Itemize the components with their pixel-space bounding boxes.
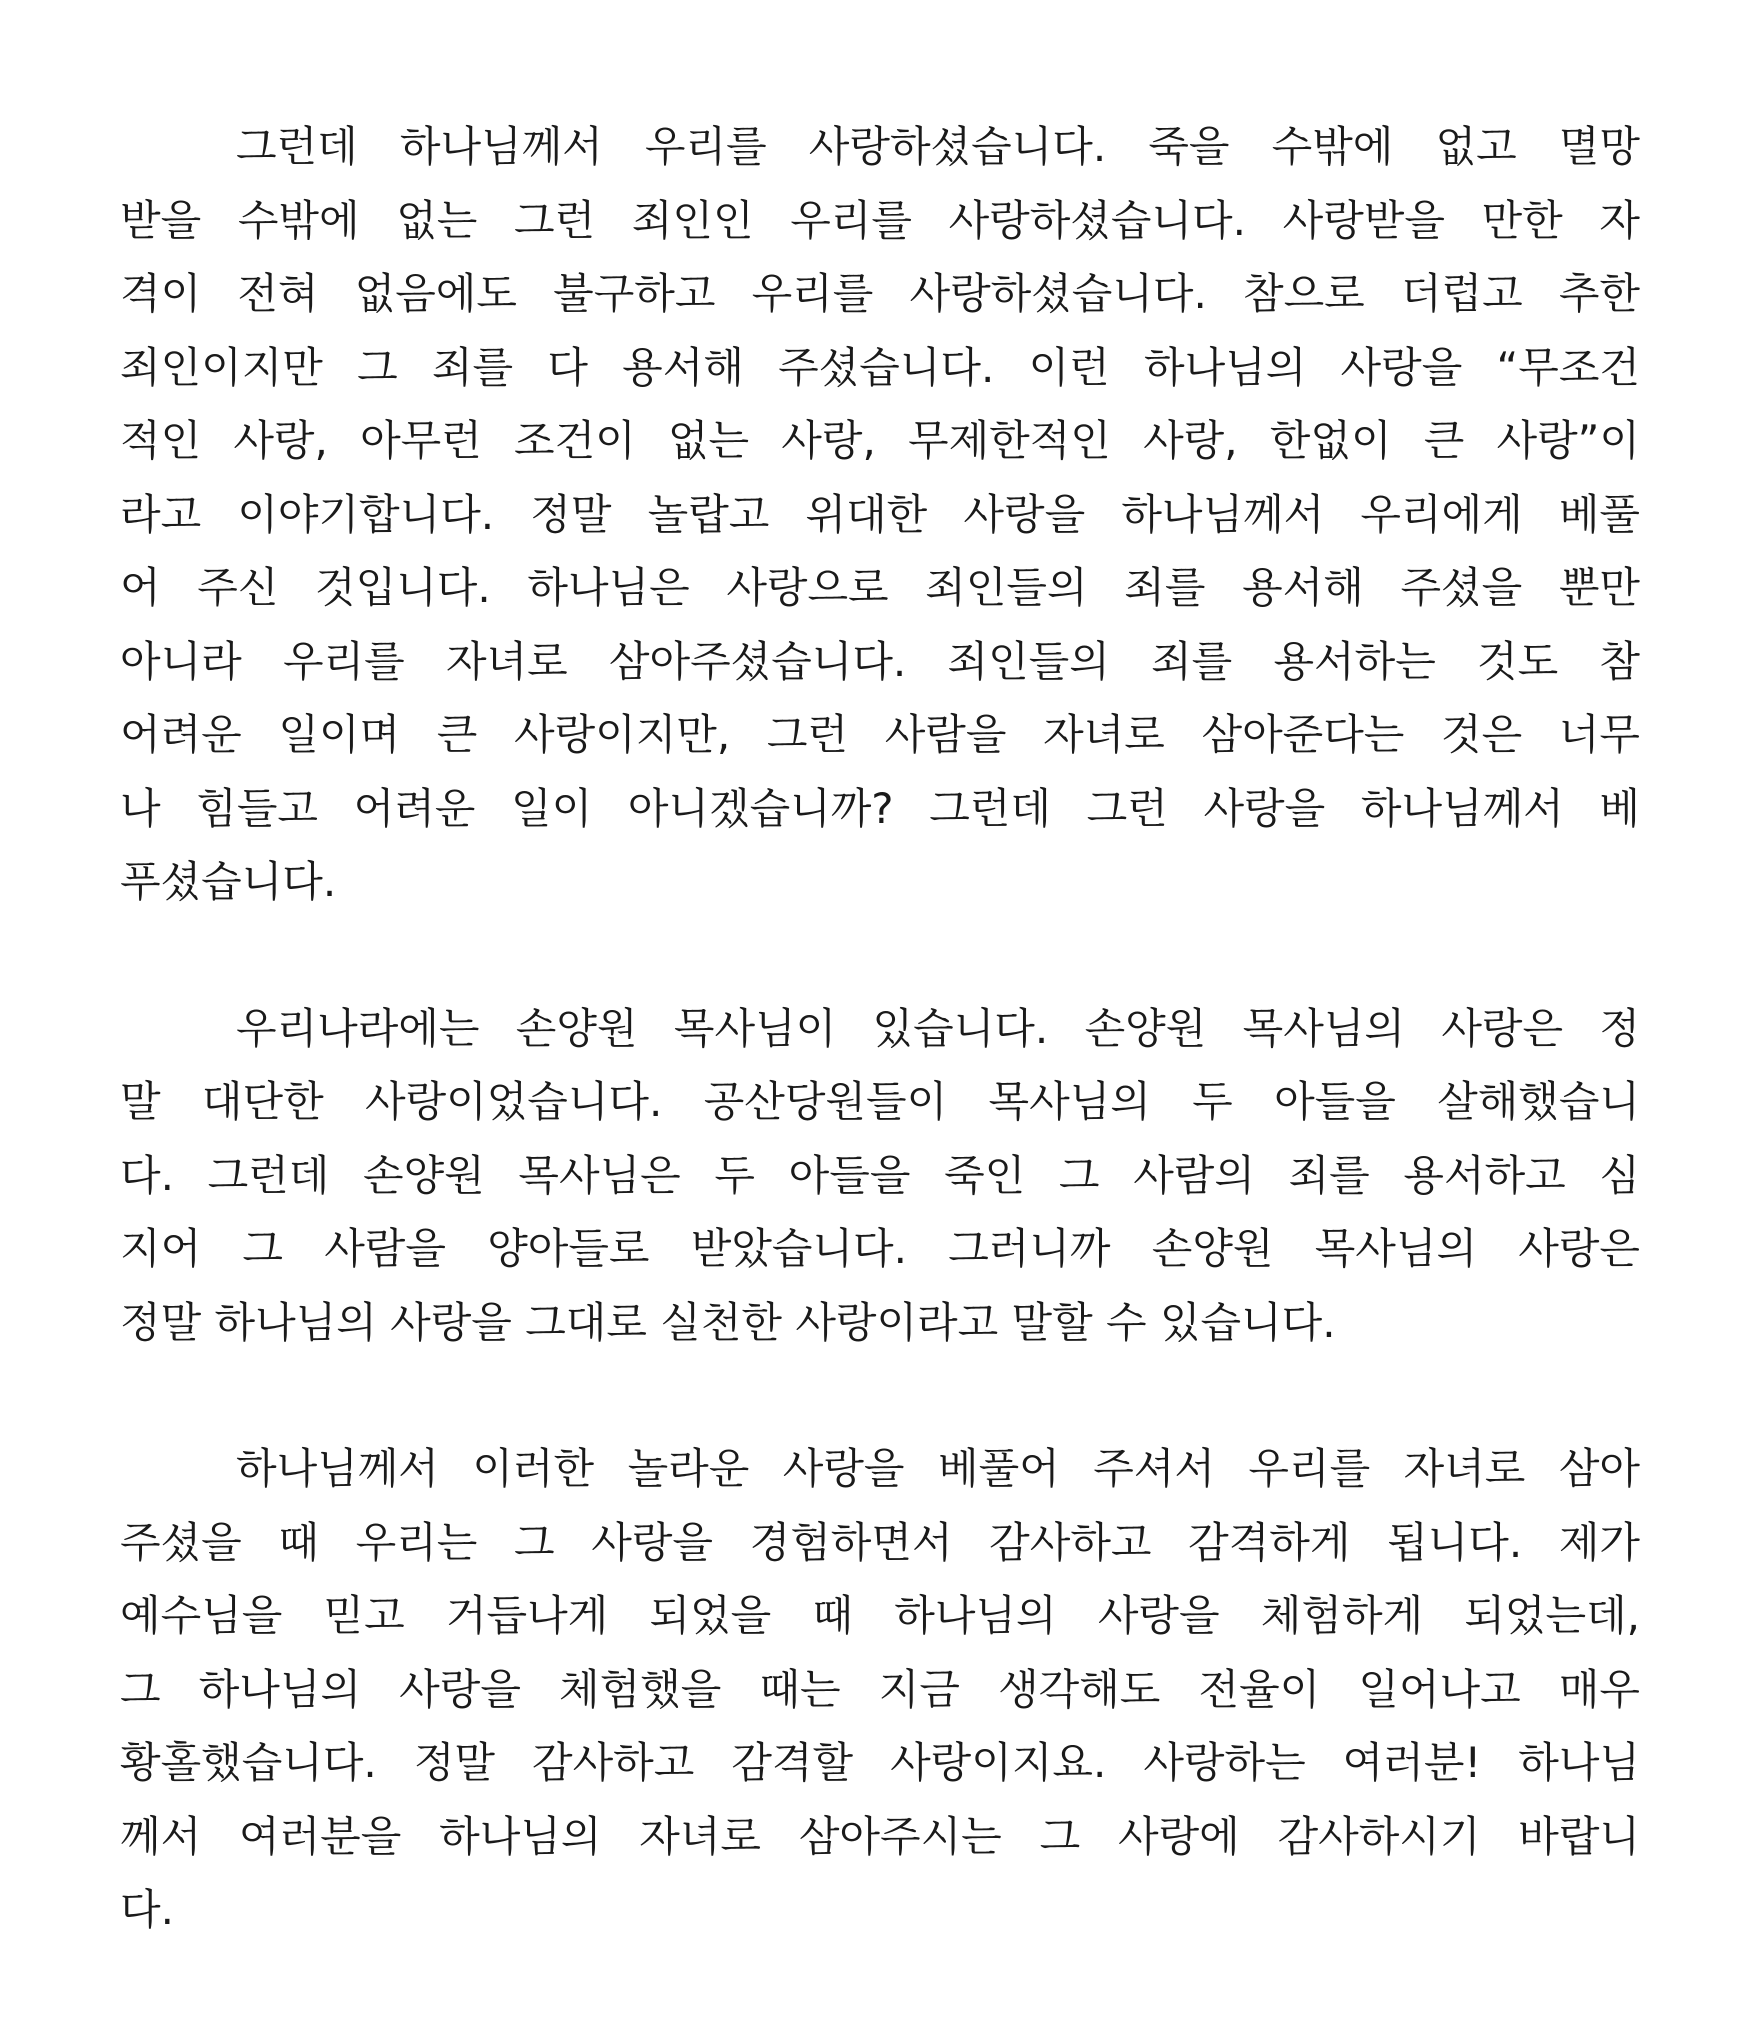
text-line: 적인 사랑, 아무런 조건이 없는 사랑, 무제한적인 사랑, 한없이 큰 사랑”이 [120,416,1640,465]
text-line: 아니라 우리를 자녀로 삼아주셨습니다. 죄인들의 죄를 용서하는 것도 참 [120,636,1640,686]
text-line: 받을 수밖에 없는 그런 죄인인 우리를 사랑하셨습니다. 사랑받을 만한 자 [120,195,1640,245]
text-line: 어려운 일이며 큰 사랑이지만, 그런 사람을 자녀로 삼아준다는 것은 너무 [120,710,1640,759]
text-line: 하나님께서 이러한 놀라운 사랑을 베풀어 주셔서 우리를 자녀로 삼아 [236,1444,1640,1493]
text-line: 그런데 하나님께서 우리를 사랑하셨습니다. 죽을 수밖에 없고 멸망 [236,122,1640,171]
text-line: 라고 이야기합니다. 정말 놀랍고 위대한 사랑을 하나님께서 우리에게 베풀 [120,489,1640,539]
paragraph-2 [120,992,1640,1360]
text-line: 정말 하나님의 사랑을 그대로 실천한 사랑이라고 말할 수 있습니다. [120,1297,1336,1347]
text-line: 예수님을 믿고 거듭나게 되었을 때 하나님의 사랑을 체험하게 되었는데, [120,1591,1640,1640]
paragraph-1 [120,110,1640,919]
text-line: 다. [120,1885,174,1934]
text-line: 주셨을 때 우리는 그 사랑을 경험하면서 감사하고 감격하게 됩니다. 제가 [120,1517,1640,1567]
paragraph-3 [120,1432,1640,1947]
text-line: 어 주신 것입니다. 하나님은 사랑으로 죄인들의 죄를 용서해 주셨을 뿐만 [120,563,1640,612]
text-line: 황홀했습니다. 정말 감사하고 감격할 사랑이지요. 사랑하는 여러분! 하나님 [120,1738,1640,1787]
text-line: 말 대단한 사랑이었습니다. 공산당원들이 목사님의 두 아들을 살해했습니 [120,1077,1640,1126]
text-line: 그 하나님의 사랑을 체험했을 때는 지금 생각해도 전율이 일어나고 매우 [120,1664,1640,1714]
text-line: 지어 그 사람을 양아들로 받았습니다. 그러니까 손양원 목사님의 사랑은 [120,1224,1640,1273]
text-line: 다. 그런데 손양원 목사님은 두 아들을 죽인 그 사람의 죄를 용서하고 심 [120,1150,1640,1200]
text-line: 격이 전혀 없음에도 불구하고 우리를 사랑하셨습니다. 참으로 더럽고 추한 [120,269,1640,318]
text-line: 우리나라에는 손양원 목사님이 있습니다. 손양원 목사님의 사랑은 정 [236,1003,1640,1053]
document-page [120,110,1640,2020]
text-line: 나 힘들고 어려운 일이 아니겠습니까? 그런데 그런 사랑을 하나님께서 베 [120,783,1640,833]
text-line: 죄인이지만 그 죄를 다 용서해 주셨습니다. 이런 하나님의 사랑을 “무조건 [120,342,1640,392]
text-line: 께서 여러분을 하나님의 자녀로 삼아주시는 그 사랑에 감사하시기 바랍니 [120,1811,1640,1861]
text-line: 푸셨습니다. [120,857,337,906]
